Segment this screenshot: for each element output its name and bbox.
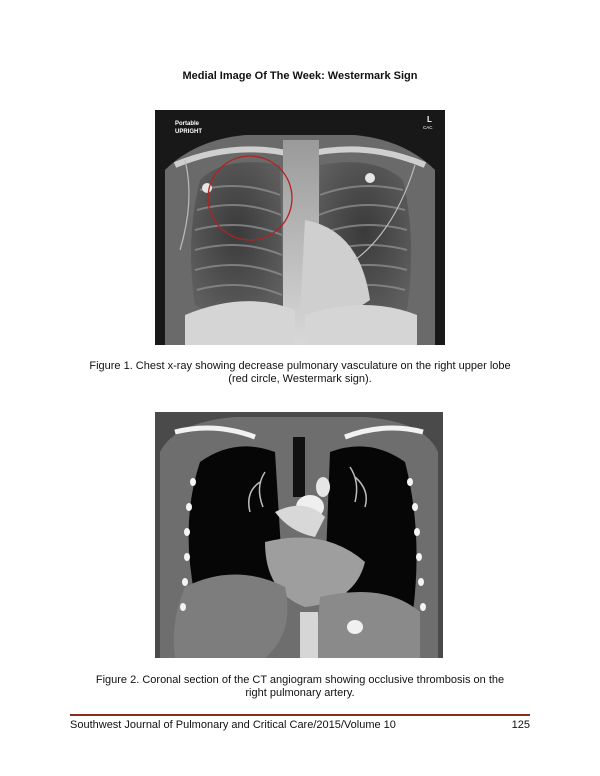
chest-xray-image [155,110,445,345]
footer-page-number: 125 [511,719,530,731]
xray-overlay-cac: CAC [423,125,433,130]
page-title: Medial Image Of The Week: Westermark Sign [182,70,418,82]
figure1-caption [70,360,530,386]
figure2-caption-line2: right pulmonary artery. [245,687,355,699]
ct-angiogram-drawing [155,412,443,658]
xray-overlay-l: L [427,115,432,124]
xray-overlay-portable: Portable [175,121,200,127]
chest-xray-drawing [155,110,445,345]
xray-overlay-upright: UPRIGHT [175,129,202,135]
figure1-caption-line1: Figure 1. Chest x-ray showing decrease pulmonary vasculature on the right upper lobe [89,360,511,372]
figure1-caption-line2: (red circle, Westermark sign). [228,373,372,385]
figure2-caption [70,674,530,700]
footer-rule [70,714,530,716]
figure2-caption-line1: Figure 2. Coronal section of the CT angiogram showing occlusive thrombosis on the [95,674,505,686]
ct-angiogram-image [155,412,443,658]
footer-journal: Southwest Journal of Pulmonary and Critical Care/2015/Volume 10 [70,719,396,731]
